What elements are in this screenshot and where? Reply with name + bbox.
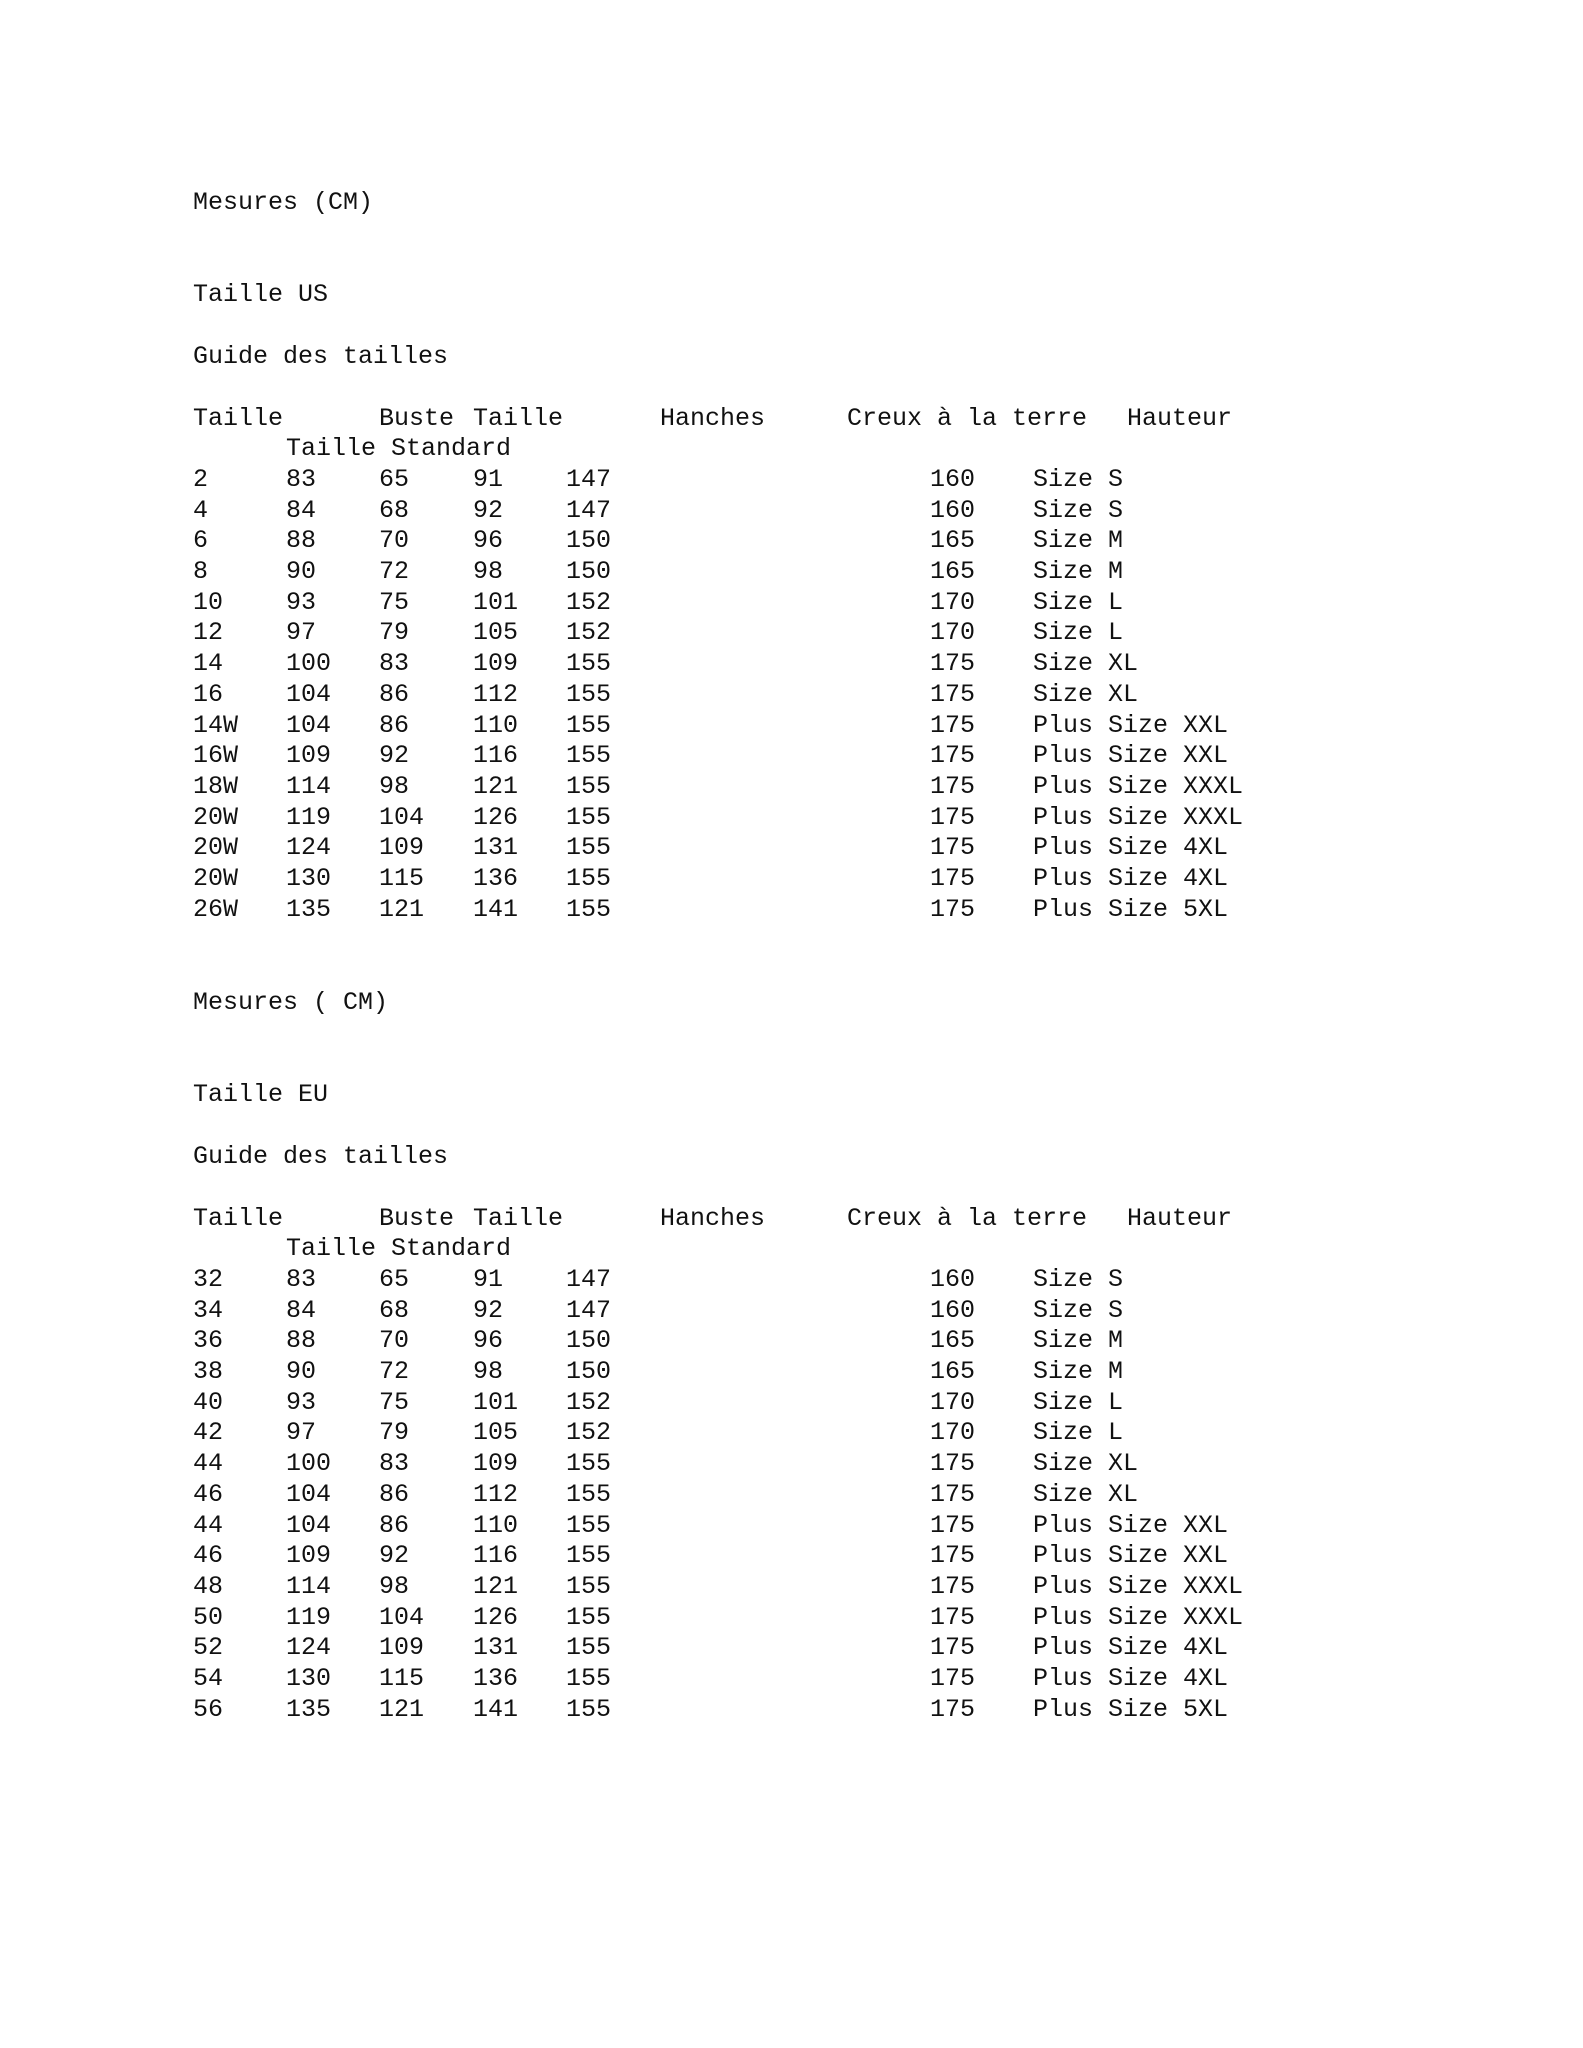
hips-cell: 141 xyxy=(473,1694,519,1724)
table-row xyxy=(193,1511,1293,1542)
table-row xyxy=(193,1695,1293,1726)
waist-cell: 72 xyxy=(379,1357,410,1387)
hips-cell: 126 xyxy=(473,1602,519,1632)
size-cell: 4 xyxy=(193,495,209,525)
size-cell: 56 xyxy=(193,1694,224,1724)
header-taille-standard: Taille Standard xyxy=(286,434,512,463)
hollow-to-floor-cell: 155 xyxy=(566,679,612,709)
bust-cell: 135 xyxy=(286,1694,332,1724)
height-cell: 170 xyxy=(929,1418,975,1448)
bust-cell: 124 xyxy=(286,833,332,863)
size-cell: 34 xyxy=(193,1295,224,1325)
standard-size-cell: Size M xyxy=(1033,1326,1124,1356)
hollow-to-floor-cell: 150 xyxy=(566,1326,612,1356)
height-cell: 165 xyxy=(929,1357,975,1387)
standard-size-cell: Plus Size 4XL xyxy=(1033,1663,1229,1693)
waist-cell: 104 xyxy=(379,802,425,832)
bust-cell: 104 xyxy=(286,1479,332,1509)
height-cell: 175 xyxy=(929,1449,975,1479)
hips-cell: 96 xyxy=(473,1326,504,1356)
height-cell: 175 xyxy=(929,863,975,893)
size-cell: 16W xyxy=(193,741,239,771)
size-cell: 10 xyxy=(193,587,224,617)
size-system-title: Taille US xyxy=(193,280,329,309)
table-row xyxy=(193,1480,1293,1511)
standard-size-cell: Size S xyxy=(1033,1295,1124,1325)
table-header xyxy=(193,1204,1293,1234)
hips-cell: 110 xyxy=(473,1510,519,1540)
hips-cell: 126 xyxy=(473,802,519,832)
table-row xyxy=(193,1664,1293,1695)
size-table-body xyxy=(193,465,1293,925)
table-row xyxy=(193,1603,1293,1634)
hollow-to-floor-cell: 155 xyxy=(566,1479,612,1509)
hollow-to-floor-cell: 152 xyxy=(566,618,612,648)
bust-cell: 93 xyxy=(286,587,317,617)
waist-cell: 121 xyxy=(379,1694,425,1724)
bust-cell: 124 xyxy=(286,1633,332,1663)
bust-cell: 104 xyxy=(286,679,332,709)
waist-cell: 79 xyxy=(379,618,410,648)
standard-size-cell: Plus Size 4XL xyxy=(1033,833,1229,863)
hollow-to-floor-cell: 155 xyxy=(566,863,612,893)
height-cell: 175 xyxy=(929,1602,975,1632)
waist-cell: 72 xyxy=(379,557,410,587)
size-cell: 6 xyxy=(193,526,209,556)
hips-cell: 109 xyxy=(473,649,519,679)
bust-cell: 90 xyxy=(286,1357,317,1387)
header-taille-2: Taille xyxy=(473,1204,564,1233)
height-cell: 175 xyxy=(929,1694,975,1724)
hollow-to-floor-cell: 155 xyxy=(566,802,612,832)
table-row xyxy=(193,557,1293,588)
size-cell: 44 xyxy=(193,1449,224,1479)
hollow-to-floor-cell: 155 xyxy=(566,1633,612,1663)
height-cell: 160 xyxy=(929,465,975,494)
table-row xyxy=(193,1418,1293,1449)
hips-cell: 105 xyxy=(473,1418,519,1448)
standard-size-cell: Size M xyxy=(1033,526,1124,556)
height-cell: 175 xyxy=(929,1510,975,1540)
standard-size-cell: Size L xyxy=(1033,618,1124,648)
waist-cell: 75 xyxy=(379,1387,410,1417)
size-cell: 20W xyxy=(193,863,239,893)
bust-cell: 84 xyxy=(286,495,317,525)
table-row xyxy=(193,588,1293,619)
standard-size-cell: Plus Size XXXL xyxy=(1033,1602,1244,1632)
height-cell: 175 xyxy=(929,741,975,771)
bust-cell: 93 xyxy=(286,1387,317,1417)
hollow-to-floor-cell: 155 xyxy=(566,1602,612,1632)
standard-size-cell: Size XL xyxy=(1033,1479,1139,1509)
waist-cell: 92 xyxy=(379,1541,410,1571)
size-system-title: Taille EU xyxy=(193,1080,329,1109)
bust-cell: 100 xyxy=(286,1449,332,1479)
hips-cell: 136 xyxy=(473,863,519,893)
table-row xyxy=(193,1326,1293,1357)
hips-cell: 92 xyxy=(473,495,504,525)
header-taille-standard: Taille Standard xyxy=(286,1234,512,1263)
measure-title: Mesures ( CM) xyxy=(193,988,389,1017)
table-row xyxy=(193,895,1293,926)
hollow-to-floor-cell: 155 xyxy=(566,833,612,863)
table-row xyxy=(193,711,1293,742)
hips-cell: 92 xyxy=(473,1295,504,1325)
standard-size-cell: Size L xyxy=(1033,587,1124,617)
hips-cell: 141 xyxy=(473,894,519,924)
hips-cell: 112 xyxy=(473,1479,519,1509)
standard-size-cell: Size XL xyxy=(1033,1449,1139,1479)
height-cell: 175 xyxy=(929,802,975,832)
table-row xyxy=(193,833,1293,864)
height-cell: 175 xyxy=(929,710,975,740)
size-cell: 54 xyxy=(193,1663,224,1693)
height-cell: 175 xyxy=(929,679,975,709)
standard-size-cell: Size L xyxy=(1033,1418,1124,1448)
standard-size-cell: Plus Size XXXL xyxy=(1033,802,1244,832)
table-row xyxy=(193,1388,1293,1419)
waist-cell: 68 xyxy=(379,1295,410,1325)
waist-cell: 115 xyxy=(379,1663,425,1693)
standard-size-cell: Size S xyxy=(1033,465,1124,494)
size-cell: 46 xyxy=(193,1541,224,1571)
waist-cell: 98 xyxy=(379,1571,410,1601)
size-cell: 16 xyxy=(193,679,224,709)
standard-size-cell: Plus Size 4XL xyxy=(1033,1633,1229,1663)
header-hauteur: Hauteur xyxy=(1127,1204,1233,1233)
waist-cell: 98 xyxy=(379,771,410,801)
size-cell: 46 xyxy=(193,1479,224,1509)
hollow-to-floor-cell: 150 xyxy=(566,1357,612,1387)
hollow-to-floor-cell: 147 xyxy=(566,465,612,494)
header-creux: Creux à la terre xyxy=(847,1204,1088,1233)
bust-cell: 104 xyxy=(286,710,332,740)
size-cell: 52 xyxy=(193,1633,224,1663)
table-row xyxy=(193,1449,1293,1480)
hips-cell: 110 xyxy=(473,710,519,740)
height-cell: 175 xyxy=(929,894,975,924)
waist-cell: 65 xyxy=(379,1265,410,1294)
size-cell: 14W xyxy=(193,710,239,740)
bust-cell: 97 xyxy=(286,618,317,648)
waist-cell: 65 xyxy=(379,465,410,494)
bust-cell: 130 xyxy=(286,863,332,893)
table-header xyxy=(193,404,1293,434)
header-creux: Creux à la terre xyxy=(847,404,1088,433)
bust-cell: 100 xyxy=(286,649,332,679)
standard-size-cell: Plus Size XXL xyxy=(1033,741,1229,771)
waist-cell: 121 xyxy=(379,894,425,924)
hips-cell: 91 xyxy=(473,465,504,494)
size-cell: 8 xyxy=(193,557,209,587)
waist-cell: 68 xyxy=(379,495,410,525)
table-row xyxy=(193,741,1293,772)
height-cell: 175 xyxy=(929,649,975,679)
height-cell: 160 xyxy=(929,495,975,525)
header-buste: Buste xyxy=(379,1204,455,1233)
standard-size-cell: Plus Size XXL xyxy=(1033,1541,1229,1571)
height-cell: 165 xyxy=(929,557,975,587)
hips-cell: 91 xyxy=(473,1265,504,1294)
height-cell: 165 xyxy=(929,1326,975,1356)
standard-size-cell: Plus Size 4XL xyxy=(1033,863,1229,893)
height-cell: 170 xyxy=(929,618,975,648)
waist-cell: 75 xyxy=(379,587,410,617)
hollow-to-floor-cell: 150 xyxy=(566,557,612,587)
bust-cell: 88 xyxy=(286,1326,317,1356)
waist-cell: 109 xyxy=(379,833,425,863)
standard-size-cell: Size S xyxy=(1033,495,1124,525)
height-cell: 175 xyxy=(929,1541,975,1571)
hips-cell: 98 xyxy=(473,557,504,587)
size-cell: 40 xyxy=(193,1387,224,1417)
hips-cell: 105 xyxy=(473,618,519,648)
hips-cell: 116 xyxy=(473,741,519,771)
hips-cell: 116 xyxy=(473,1541,519,1571)
size-cell: 20W xyxy=(193,802,239,832)
header-hanches: Hanches xyxy=(660,1204,766,1233)
height-cell: 175 xyxy=(929,1479,975,1509)
hollow-to-floor-cell: 155 xyxy=(566,894,612,924)
height-cell: 175 xyxy=(929,833,975,863)
hollow-to-floor-cell: 155 xyxy=(566,649,612,679)
hollow-to-floor-cell: 152 xyxy=(566,1387,612,1417)
hollow-to-floor-cell: 147 xyxy=(566,1265,612,1294)
size-cell: 32 xyxy=(193,1265,224,1294)
table-row xyxy=(193,496,1293,527)
hips-cell: 101 xyxy=(473,1387,519,1417)
hollow-to-floor-cell: 147 xyxy=(566,495,612,525)
standard-size-cell: Size S xyxy=(1033,1265,1124,1294)
measure-title: Mesures (CM) xyxy=(193,188,374,217)
hollow-to-floor-cell: 147 xyxy=(566,1295,612,1325)
waist-cell: 109 xyxy=(379,1633,425,1663)
height-cell: 160 xyxy=(929,1295,975,1325)
table-row xyxy=(193,1296,1293,1327)
table-row xyxy=(193,1633,1293,1664)
size-cell: 12 xyxy=(193,618,224,648)
bust-cell: 97 xyxy=(286,1418,317,1448)
table-row xyxy=(193,1265,1293,1296)
size-cell: 50 xyxy=(193,1602,224,1632)
table-row xyxy=(193,1357,1293,1388)
size-cell: 14 xyxy=(193,649,224,679)
standard-size-cell: Plus Size 5XL xyxy=(1033,1694,1229,1724)
standard-size-cell: Plus Size XXL xyxy=(1033,710,1229,740)
waist-cell: 70 xyxy=(379,526,410,556)
table-row xyxy=(193,772,1293,803)
table-row xyxy=(193,618,1293,649)
table-row xyxy=(193,803,1293,834)
waist-cell: 92 xyxy=(379,741,410,771)
bust-cell: 109 xyxy=(286,1541,332,1571)
waist-cell: 83 xyxy=(379,649,410,679)
hips-cell: 96 xyxy=(473,526,504,556)
bust-cell: 90 xyxy=(286,557,317,587)
guide-title: Guide des tailles xyxy=(193,1142,449,1171)
hollow-to-floor-cell: 152 xyxy=(566,1418,612,1448)
table-row xyxy=(193,1572,1293,1603)
hips-cell: 121 xyxy=(473,771,519,801)
hips-cell: 112 xyxy=(473,679,519,709)
waist-cell: 79 xyxy=(379,1418,410,1448)
size-cell: 38 xyxy=(193,1357,224,1387)
height-cell: 175 xyxy=(929,1633,975,1663)
header-taille: Taille xyxy=(193,1204,284,1233)
size-cell: 44 xyxy=(193,1510,224,1540)
bust-cell: 83 xyxy=(286,1265,317,1294)
header-buste: Buste xyxy=(379,404,455,433)
height-cell: 160 xyxy=(929,1265,975,1294)
waist-cell: 83 xyxy=(379,1449,410,1479)
height-cell: 175 xyxy=(929,1663,975,1693)
hollow-to-floor-cell: 155 xyxy=(566,1510,612,1540)
height-cell: 165 xyxy=(929,526,975,556)
height-cell: 170 xyxy=(929,587,975,617)
size-cell: 18W xyxy=(193,771,239,801)
hips-cell: 121 xyxy=(473,1571,519,1601)
hollow-to-floor-cell: 155 xyxy=(566,1694,612,1724)
bust-cell: 119 xyxy=(286,1602,332,1632)
waist-cell: 115 xyxy=(379,863,425,893)
standard-size-cell: Size L xyxy=(1033,1387,1124,1417)
standard-size-cell: Plus Size 5XL xyxy=(1033,894,1229,924)
hips-cell: 131 xyxy=(473,833,519,863)
bust-cell: 84 xyxy=(286,1295,317,1325)
size-cell: 2 xyxy=(193,465,209,494)
waist-cell: 70 xyxy=(379,1326,410,1356)
waist-cell: 86 xyxy=(379,710,410,740)
size-cell: 26W xyxy=(193,894,239,924)
size-cell: 20W xyxy=(193,833,239,863)
hollow-to-floor-cell: 152 xyxy=(566,587,612,617)
standard-size-cell: Plus Size XXXL xyxy=(1033,1571,1244,1601)
height-cell: 170 xyxy=(929,1387,975,1417)
size-cell: 48 xyxy=(193,1571,224,1601)
standard-size-cell: Plus Size XXXL xyxy=(1033,771,1244,801)
standard-size-cell: Size M xyxy=(1033,557,1124,587)
waist-cell: 104 xyxy=(379,1602,425,1632)
bust-cell: 109 xyxy=(286,741,332,771)
bust-cell: 83 xyxy=(286,465,317,494)
table-subheader xyxy=(193,434,1293,464)
hollow-to-floor-cell: 150 xyxy=(566,526,612,556)
waist-cell: 86 xyxy=(379,1510,410,1540)
height-cell: 175 xyxy=(929,771,975,801)
waist-cell: 86 xyxy=(379,1479,410,1509)
bust-cell: 135 xyxy=(286,894,332,924)
bust-cell: 130 xyxy=(286,1663,332,1693)
hips-cell: 98 xyxy=(473,1357,504,1387)
bust-cell: 114 xyxy=(286,1571,332,1601)
standard-size-cell: Size XL xyxy=(1033,649,1139,679)
hollow-to-floor-cell: 155 xyxy=(566,710,612,740)
standard-size-cell: Size M xyxy=(1033,1357,1124,1387)
header-hanches: Hanches xyxy=(660,404,766,433)
table-row xyxy=(193,526,1293,557)
waist-cell: 86 xyxy=(379,679,410,709)
size-table-body xyxy=(193,1265,1293,1725)
hips-cell: 136 xyxy=(473,1663,519,1693)
height-cell: 175 xyxy=(929,1571,975,1601)
hollow-to-floor-cell: 155 xyxy=(566,741,612,771)
table-row xyxy=(193,649,1293,680)
hips-cell: 109 xyxy=(473,1449,519,1479)
bust-cell: 119 xyxy=(286,802,332,832)
size-cell: 42 xyxy=(193,1418,224,1448)
hollow-to-floor-cell: 155 xyxy=(566,1571,612,1601)
standard-size-cell: Size XL xyxy=(1033,679,1139,709)
standard-size-cell: Plus Size XXL xyxy=(1033,1510,1229,1540)
guide-title: Guide des tailles xyxy=(193,342,449,371)
table-row xyxy=(193,1541,1293,1572)
hollow-to-floor-cell: 155 xyxy=(566,1663,612,1693)
hips-cell: 131 xyxy=(473,1633,519,1663)
header-taille-2: Taille xyxy=(473,404,564,433)
table-subheader xyxy=(193,1234,1293,1264)
hollow-to-floor-cell: 155 xyxy=(566,1541,612,1571)
bust-cell: 88 xyxy=(286,526,317,556)
table-row xyxy=(193,680,1293,711)
header-taille: Taille xyxy=(193,404,284,433)
size-cell: 36 xyxy=(193,1326,224,1356)
table-row xyxy=(193,465,1293,496)
hollow-to-floor-cell: 155 xyxy=(566,1449,612,1479)
hollow-to-floor-cell: 155 xyxy=(566,771,612,801)
header-hauteur: Hauteur xyxy=(1127,404,1233,433)
bust-cell: 104 xyxy=(286,1510,332,1540)
table-row xyxy=(193,864,1293,895)
bust-cell: 114 xyxy=(286,771,332,801)
hips-cell: 101 xyxy=(473,587,519,617)
